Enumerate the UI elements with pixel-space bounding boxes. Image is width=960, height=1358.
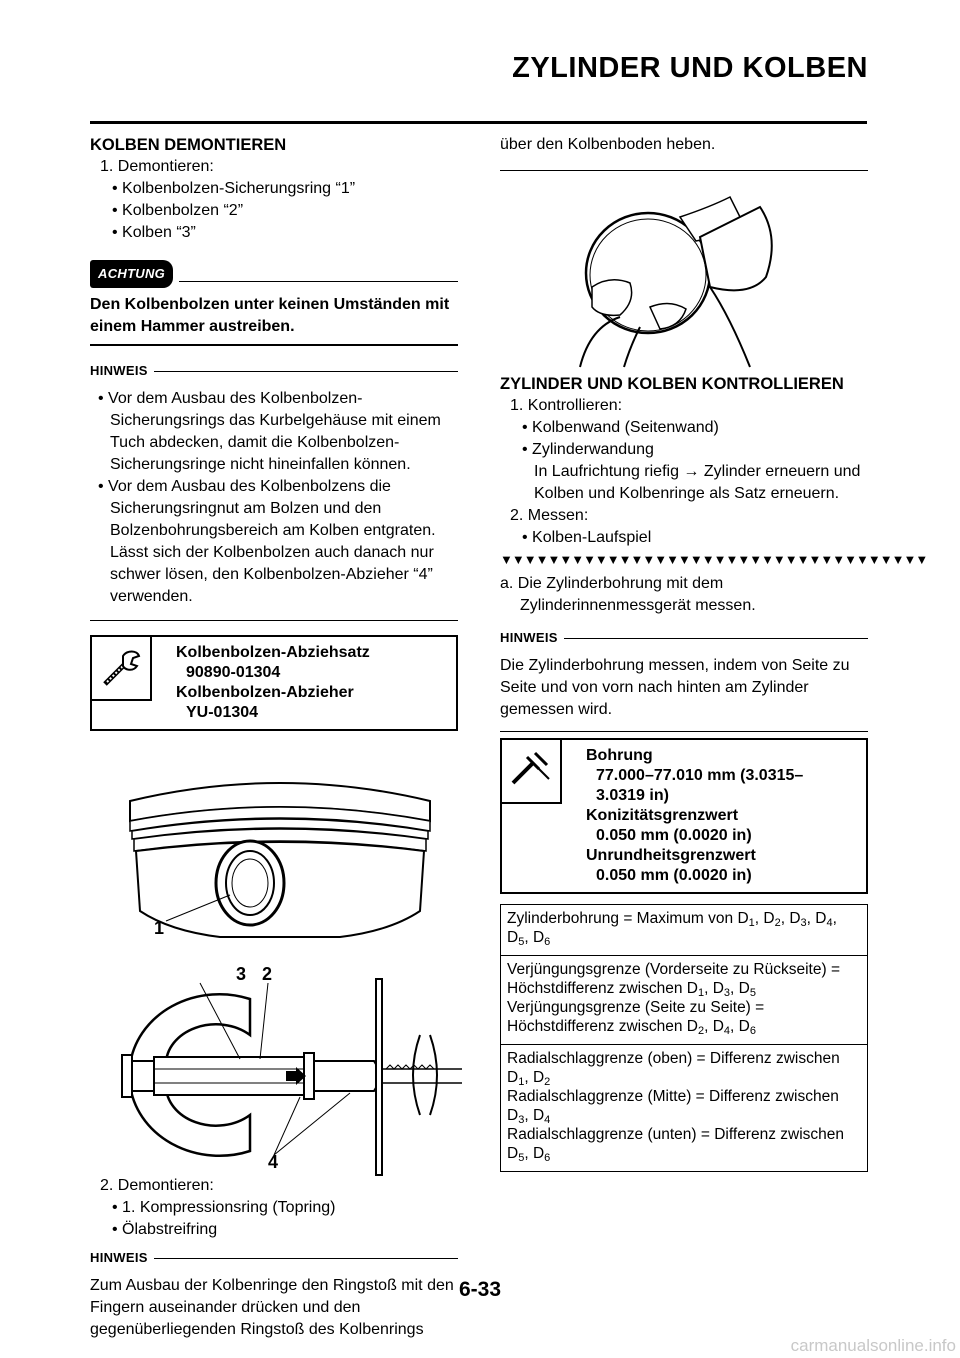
note-header bbox=[90, 360, 458, 382]
formula-text: Verjüngungsgrenze (Vorderseite zu Rückseite) = Höchstdifferenz zwischen $D_1$, $D_3$, $D_5$ bbox=[507, 961, 841, 999]
right-column bbox=[500, 134, 928, 1172]
spec-name: Unrundheitsgrenzwert bbox=[586, 847, 756, 864]
formula-text: Radialschlaggrenze (Mitte) = Differenz zwischen $D_3$, $D_4$ bbox=[507, 1088, 839, 1126]
list-item: • Zylinderwandung bbox=[522, 441, 654, 458]
figure-ring-removal bbox=[500, 177, 868, 373]
caution-end-rule bbox=[90, 344, 458, 346]
wrench-icon bbox=[92, 637, 152, 701]
tool-name: Kolbenbolzen-Abzieher bbox=[176, 684, 354, 701]
watermark: carmanualsonline.info bbox=[790, 1336, 956, 1355]
note-text: Zum Ausbau der Kolbenringe den Ringstoß mit den Fingern auseinander drücken und den gegenüberliegenden Ringstoß des Kolbenrings bbox=[90, 1277, 454, 1338]
tool-name: Kolbenbolzen-Abziehsatz bbox=[176, 644, 370, 661]
note-end-rule bbox=[90, 620, 458, 621]
table-row bbox=[501, 956, 868, 1045]
action-text: In Laufrichtung riefig → Zylinder erneuern und Kolben und Kolbenringe als Satz erneuern. bbox=[534, 463, 861, 502]
spec-value: 0.050 mm (0.0020 in) bbox=[596, 867, 752, 884]
list-item: • Kolbenwand (Seitenwand) bbox=[522, 419, 719, 436]
note-line bbox=[154, 371, 458, 372]
procedure-start-marker: ▼▼▼▼▼▼▼▼▼▼▼▼▼▼▼▼▼▼▼▼▼▼▼▼▼▼▼▼▼▼▼▼▼▼▼▼ bbox=[500, 552, 928, 567]
caution-header bbox=[90, 260, 458, 288]
note-header bbox=[90, 1247, 458, 1269]
left-column bbox=[90, 134, 458, 1341]
step-1: 1. Demontieren: bbox=[100, 158, 214, 175]
list-item: • Kolbenbolzen-Sicherungsring “1” bbox=[112, 180, 356, 197]
step-2: 2. Messen: bbox=[510, 507, 589, 524]
note-end-rule bbox=[500, 170, 868, 171]
note-line bbox=[154, 1258, 458, 1259]
figure-callout: 3 bbox=[236, 964, 247, 984]
spec-value: 0.050 mm (0.0020 in) bbox=[596, 827, 752, 844]
sub-step-a: a. Die Zylinderbohrung mit dem Zylinderinnenmessgerät messen. bbox=[500, 575, 756, 614]
step-1: 1. Kontrollieren: bbox=[510, 397, 623, 414]
caution-label: ACHTUNG bbox=[90, 260, 173, 288]
table-row bbox=[501, 905, 868, 956]
spec-value: 77.000–77.010 mm (3.0315– bbox=[596, 767, 804, 784]
figure-piston bbox=[90, 771, 458, 961]
formula-text: Zylinderbohrung = Maximum von $D_1$, $D_2$, $D_3$, $D_4$, $D_5$, $D_6$ bbox=[507, 910, 837, 948]
continued-text: über den Kolbenboden heben. bbox=[500, 136, 716, 153]
note-line bbox=[564, 638, 868, 639]
spec-text bbox=[562, 740, 803, 892]
spec-value: 3.0319 in) bbox=[596, 787, 669, 804]
note-text: Die Zylinderbohrung messen, indem von Seite zu Seite und von vorn nach hinten am Zylinder gemessen wird. bbox=[500, 657, 850, 718]
step-2: 2. Demontieren: bbox=[100, 1177, 214, 1194]
list-item: • Kolbenbolzen “2” bbox=[112, 202, 244, 219]
list-item: • Kolben-Laufspiel bbox=[522, 529, 652, 546]
formula-text: Radialschlaggrenze (oben) = Differenz zwischen $D_1$, $D_2$ bbox=[507, 1050, 840, 1088]
formula-text: Verjüngungsgrenze (Seite zu Seite) = Höchstdifferenz zwischen $D_2$, $D_4$, $D_6$ bbox=[507, 999, 765, 1037]
formula-table bbox=[500, 904, 868, 1172]
figure-pin-puller bbox=[90, 964, 458, 1175]
page-number: 6-33 bbox=[458, 1278, 502, 1301]
header-rule bbox=[90, 121, 867, 124]
figure-callout: 1 bbox=[154, 918, 165, 938]
formula-cell bbox=[501, 1045, 868, 1172]
tool-text bbox=[152, 637, 370, 729]
list-item: • 1. Kompressionsring (Topring) bbox=[112, 1199, 336, 1216]
note-bullet: • Vor dem Ausbau des Kolbenbolzens die Sicherungsringnut am Bolzen und den Bolzenbohrungsbereich am Kolben entgraten. Lässt sich der Kolbenbolzen auch danach nur schwer lösen, den Kolbenbolzen-Abzieher “4” verwenden. bbox=[98, 478, 436, 605]
spec-name: Bohrung bbox=[586, 747, 653, 764]
spec-box bbox=[500, 738, 868, 894]
section-heading-inspect: ZYLINDER UND KOLBEN KONTROLLIEREN bbox=[500, 375, 844, 393]
note-label: HINWEIS bbox=[90, 363, 148, 378]
note-label: HINWEIS bbox=[500, 630, 558, 645]
list-item: • Kolben “3” bbox=[112, 224, 196, 241]
spec-name: Konizitätsgrenzwert bbox=[586, 807, 739, 824]
page-title: ZYLINDER UND KOLBEN bbox=[512, 52, 868, 84]
note-end-rule bbox=[500, 731, 868, 732]
figure-callout: 2 bbox=[262, 964, 273, 984]
caution-text: Den Kolbenbolzen unter keinen Umständen mit einem Hammer austreiben. bbox=[90, 296, 450, 335]
tool-number: 90890-01304 bbox=[186, 664, 281, 681]
table-row bbox=[501, 1045, 868, 1172]
caution-line bbox=[179, 281, 458, 282]
figure-callout: 4 bbox=[268, 1152, 279, 1172]
tool-box bbox=[90, 635, 458, 731]
caliper-icon bbox=[502, 740, 562, 804]
formula-text: Radialschlaggrenze (unten) = Differenz zwischen $D_5$, $D_6$ bbox=[507, 1126, 845, 1164]
note-header bbox=[500, 627, 868, 649]
section-heading-remove-piston: KOLBEN DEMONTIEREN bbox=[90, 136, 287, 154]
list-item: • Ölabstreifring bbox=[112, 1221, 218, 1238]
formula-cell bbox=[501, 956, 868, 1045]
tool-number: YU-01304 bbox=[186, 704, 259, 721]
note-label: HINWEIS bbox=[90, 1250, 148, 1265]
note-bullet: • Vor dem Ausbau des Kolbenbolzen-Sicherungsrings das Kurbelgehäuse mit einem Tuch abdecken, damit die Kolbenbolzen-Sicherungsringe nicht hineinfallen können. bbox=[98, 390, 441, 473]
formula-cell bbox=[501, 905, 868, 956]
